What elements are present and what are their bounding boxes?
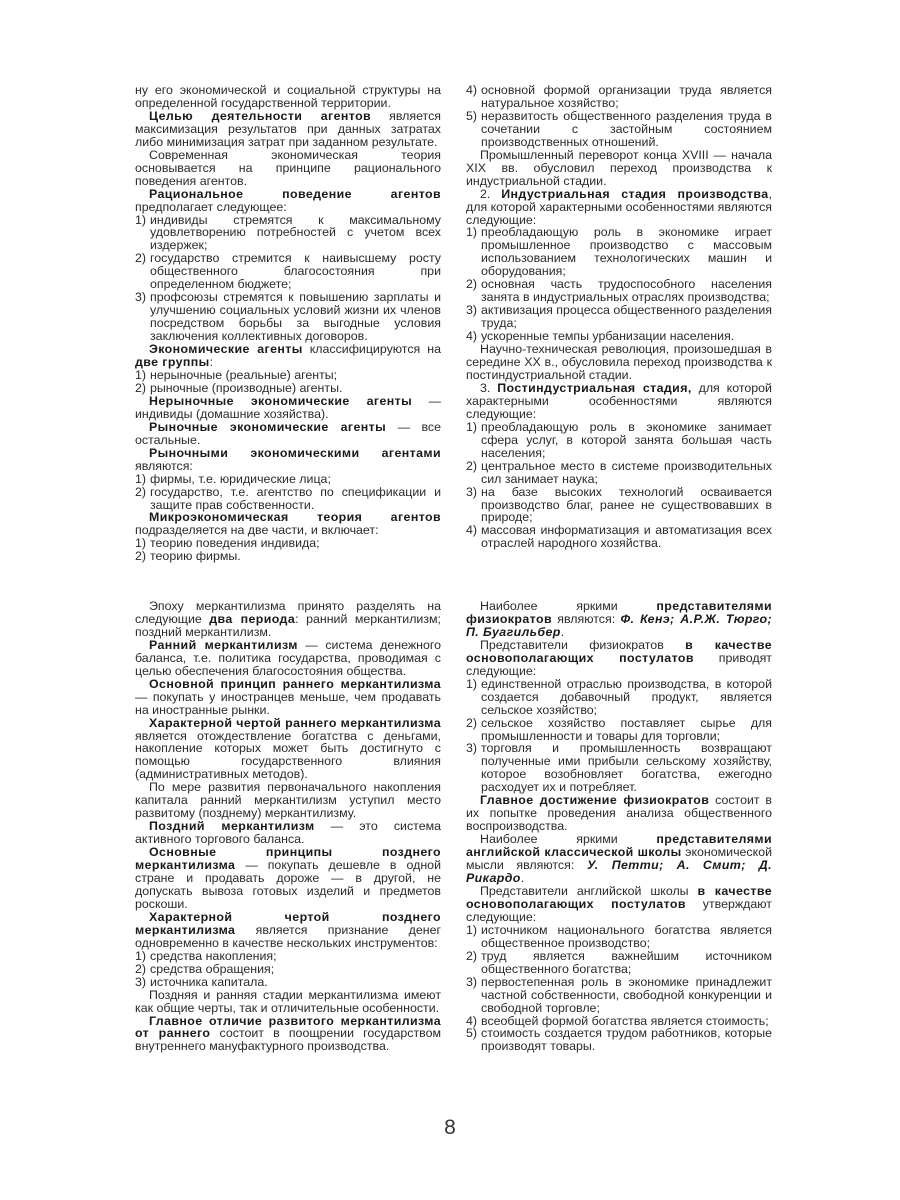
bold-term: Основной принцип раннего меркантилизма xyxy=(149,676,441,691)
bold-term: представителями физиократов xyxy=(466,599,772,626)
text-run: первостепенная роль в экономике принадлежит частной собственности, свободной конкуренции и свободной торговле; xyxy=(481,974,772,1015)
list-number: 2) xyxy=(135,549,147,564)
text-run: являются: xyxy=(551,611,621,626)
page-number: 8 xyxy=(444,1116,456,1139)
bold-term: Рыночными экономическими агентами xyxy=(149,445,441,460)
text-run: всеобщей формой богатства является стоимость; xyxy=(481,1013,769,1028)
text-run: основная часть трудоспособного населения занята в индустриальных отраслях производства; xyxy=(481,277,772,305)
text-run: неразвитость общественного разделения труда в сочетании с застойным состоянием производственных отношений. xyxy=(481,108,772,149)
text-run: индивиды стремятся к максимальному удовлетворению потребностей с учетом всех издержек; xyxy=(150,212,441,253)
list-number: 2) xyxy=(466,715,478,730)
text-run: — покупать у иностранцев меньше, чем продавать на иностранные рынки. xyxy=(135,689,441,717)
list-item xyxy=(466,304,772,330)
text-run: Представители английской школы xyxy=(480,883,698,898)
text-run: для которой характерными особенностями являются следующие: xyxy=(466,380,772,421)
paragraph xyxy=(135,110,441,149)
paragraph xyxy=(135,395,441,421)
paragraph xyxy=(135,343,441,369)
list-item xyxy=(466,278,772,304)
column-top-left xyxy=(135,84,441,563)
bold-term: две группы xyxy=(135,355,210,370)
text-run: сельское хозяйство поставляет сырье для промышленности и товары для торговли; xyxy=(481,715,772,743)
list-number: 2) xyxy=(135,484,147,499)
list-item xyxy=(466,460,772,486)
bold-term: Индустриальная стадия производства xyxy=(501,186,769,201)
paragraph xyxy=(135,188,441,214)
text-run: являются: xyxy=(135,458,193,473)
list-item xyxy=(466,976,772,1015)
text-run: фирмы, т.е. юридические лица; xyxy=(150,471,331,486)
text-run: ускоренные темпы урбанизации населения. xyxy=(481,329,735,344)
bold-term: Нерыночные экономические агенты xyxy=(149,393,413,408)
text-run: центральное место в системе производительных сил занимает наука; xyxy=(481,458,772,486)
paragraph xyxy=(135,846,441,911)
bold-term: Рыночные экономические агенты xyxy=(149,419,387,434)
list-item xyxy=(466,678,772,717)
bold-term: Постиндустриальная стадия, xyxy=(497,380,692,395)
text-run: . xyxy=(560,624,565,639)
list-number: 2) xyxy=(135,961,147,976)
list-item xyxy=(466,1027,772,1053)
paragraph xyxy=(466,833,772,885)
text-run: утверждают следующие: xyxy=(466,896,772,924)
list-number: 5) xyxy=(466,1026,478,1041)
bold-term: Характерной чертой раннего меркантилизма xyxy=(149,715,441,730)
text-run: источником национального богатства является общественное производство; xyxy=(481,922,772,950)
text-run: предполагает следующее: xyxy=(135,199,287,214)
text-run: : ранний меркантилизм; поздний меркантилизм. xyxy=(135,611,441,639)
column-top-right xyxy=(466,84,772,550)
text-run: подразделяется на две части, и включает: xyxy=(135,523,379,538)
list-number: 4) xyxy=(466,329,478,344)
text-run: средства обращения; xyxy=(150,961,275,976)
text-run: преобладающую роль в экономике играет промышленное производство с массовым использованием технологических машин и оборудования; xyxy=(481,225,772,279)
list-number: 5) xyxy=(466,108,478,123)
text-run: нерыночные (реальные) агенты; xyxy=(150,367,338,382)
bold-term: Главное отличие развитого меркантилизма от раннего xyxy=(135,1013,441,1041)
list-number: 3) xyxy=(466,741,478,756)
list-item xyxy=(466,924,772,950)
list-number: 1) xyxy=(466,922,478,937)
paragraph xyxy=(135,717,441,782)
list-number: 1) xyxy=(135,212,147,227)
text-run: активизация процесса общественного разделения труда; xyxy=(481,303,773,331)
list-item xyxy=(135,252,441,291)
paragraph xyxy=(466,600,772,639)
paragraph xyxy=(135,1015,441,1054)
list-number: 4) xyxy=(466,1013,478,1028)
list-number: 3) xyxy=(466,974,478,989)
paragraph xyxy=(135,84,441,110)
list-item xyxy=(135,550,441,563)
text-run: источника капитала. xyxy=(150,974,268,989)
text-run: массовая информатизация и автоматизация всех отраслей народного хозяйства. xyxy=(481,523,772,551)
list-item xyxy=(466,84,772,110)
paragraph xyxy=(466,794,772,833)
text-run: . xyxy=(520,871,525,886)
text-run: : xyxy=(209,355,214,370)
text-run: приводят следующие: xyxy=(466,650,772,678)
bold-term: Микроэкономическая теория агентов xyxy=(149,510,441,525)
text-run: является отождествление богатства с деньгами, накопление которых может быть достигнуто с помощью государственного влияния (административных методов). xyxy=(135,728,441,782)
list-number: 4) xyxy=(466,523,478,538)
text-run: 3. xyxy=(480,380,498,395)
text-run: — система денежного баланса, т.е. политика государства, проводимая с целью обеспечения благосостояния общества. xyxy=(135,637,441,678)
paragraph xyxy=(466,343,772,382)
paragraph xyxy=(135,989,441,1015)
text-run: на базе высоких технологий осваивается производство благ, ранее не существовавших в природе; xyxy=(481,484,772,525)
bold-term: Главное достижение физиократов xyxy=(480,793,710,808)
text-run: единственной отраслью производства, в которой создается добавочный продукт, является сельское хозяйство; xyxy=(481,676,772,717)
text-run: Наиболее яркими xyxy=(480,832,657,847)
paragraph xyxy=(135,678,441,717)
paragraph xyxy=(135,781,441,820)
list-item xyxy=(466,524,772,550)
bold-term: Экономические агенты xyxy=(149,342,303,357)
list-number: 1) xyxy=(466,419,478,434)
paragraph xyxy=(135,600,441,639)
list-number: 1) xyxy=(135,471,147,486)
bold-term: представителями английской классической школы xyxy=(466,832,772,860)
list-number: 3) xyxy=(135,974,147,989)
paragraph xyxy=(135,639,441,678)
author-names: У. Петти; А. Смит; Д. Рикардо xyxy=(466,858,772,886)
text-run: классифицируются на xyxy=(302,342,441,357)
text-run: состоит в поощрении государством внутреннего мануфактурного производства. xyxy=(135,1026,442,1054)
text-run: Современная экономическая теория основывается на принципе рационального поведения агентов. xyxy=(135,147,441,188)
text-run: — это система активного торгового баланса. xyxy=(135,819,442,847)
text-run: преобладающую роль в экономике занимает сфера услуг, в которой занята большая часть населения; xyxy=(481,419,772,460)
list-number: 1) xyxy=(135,536,147,551)
bold-term: в качестве основополагающих постулатов xyxy=(466,637,772,665)
list-item xyxy=(466,110,772,149)
paragraph xyxy=(135,820,441,846)
text-run: является максимизация результатов при данных затратах либо минимизация затрат при заданном результате. xyxy=(135,108,441,149)
text-run: теорию фирмы. xyxy=(150,549,241,564)
bold-term: два периода xyxy=(209,611,296,626)
text-run: — индивиды (домашние хозяйства). xyxy=(135,393,441,421)
bold-term: в качестве основополагающих постулатов xyxy=(466,883,772,911)
text-run: состоит в их попытке проведения анализа общественного воспроизводства. xyxy=(466,793,772,834)
text-run: государство стремится к наивысшему росту общественного благосостояния при определенном бюджете; xyxy=(150,251,441,292)
text-run: рыночные (производные) агенты. xyxy=(150,380,343,395)
list-item xyxy=(135,291,441,343)
list-number: 1) xyxy=(466,225,478,240)
list-number: 2) xyxy=(466,948,478,963)
list-number: 3) xyxy=(466,484,478,499)
text-run: государство, т.е. агентство по спецификации и защите прав собственности. xyxy=(150,484,441,512)
text-run: Научно-техническая революция, произошедшая в середине XX в., обусловила переход производства к постиндустриальной стадии. xyxy=(466,342,772,382)
paragraph xyxy=(466,149,772,188)
list-number: 2) xyxy=(135,251,147,266)
list-item xyxy=(466,742,772,794)
paragraph xyxy=(466,382,772,421)
list-number: 4) xyxy=(466,83,478,97)
list-item xyxy=(135,214,441,253)
text-run: , для которой характерными особенностями являются следующие: xyxy=(466,186,773,227)
text-run: Промышленный переворот конца XVIII — начала XIX вв. обусловил переход производства к индустриальной стадии. xyxy=(466,147,772,188)
author-names: Ф. Кенэ; А.Р.Ж. Тюрго; П. Буагильбер xyxy=(466,611,772,639)
bold-term: Целью деятельности агентов xyxy=(149,108,372,123)
text-run: ну его экономической и социальной структуры на определенной государственной территории. xyxy=(135,83,441,110)
bold-term: Рациональное поведение агентов xyxy=(149,186,441,201)
list-number: 1) xyxy=(466,676,478,691)
paragraph xyxy=(466,188,772,227)
paragraph xyxy=(135,511,441,537)
text-run: стоимость создается трудом работников, которые производят товары. xyxy=(481,1026,772,1054)
paragraph xyxy=(135,447,441,473)
text-run: теорию поведения индивида; xyxy=(150,536,320,551)
paragraph xyxy=(135,421,441,447)
list-item xyxy=(466,717,772,743)
paragraph xyxy=(135,149,441,188)
list-number: 1) xyxy=(135,948,147,963)
text-run: 2. xyxy=(480,186,502,201)
list-number: 2) xyxy=(466,458,478,473)
text-run: Поздняя и ранняя стадии меркантилизма имеют как общие черты, так и отличительные особенности. xyxy=(135,987,441,1015)
list-number: 1) xyxy=(135,367,147,382)
text-run: — все остальные. xyxy=(135,419,441,447)
paragraph xyxy=(466,885,772,924)
list-number: 2) xyxy=(135,380,147,395)
list-item xyxy=(466,950,772,976)
text-run: Наиболее яркими xyxy=(480,599,657,613)
text-run: Эпоху меркантилизма принято разделять на следующие xyxy=(135,599,441,626)
text-run: — покупать дешевле в одной стране и продавать дороже — в другой, не допускать вывоза готовых изделий и предметов роскоши. xyxy=(135,858,441,911)
paragraph xyxy=(466,639,772,678)
list-number: 3) xyxy=(135,290,147,305)
text-run: экономической мысли являются: xyxy=(466,845,773,873)
text-run: основной формой организации труда является натуральное хозяйство; xyxy=(481,83,772,110)
bold-term: Основные принципы позднего меркантилизма xyxy=(135,845,441,873)
text-run: Представители физиократов xyxy=(480,637,686,652)
list-item xyxy=(135,486,441,512)
list-item xyxy=(466,486,772,525)
text-run: профсоюзы стремятся к повышению зарплаты и улучшению социальных условий жизни их членов посредством борьбы за выгодные условия заключения коллективных договоров. xyxy=(150,290,441,344)
bold-term: Ранний меркантилизм xyxy=(149,637,298,652)
text-run: является признание денег одновременно в качестве нескольких инструментов: xyxy=(135,922,441,950)
column-bottom-right xyxy=(466,600,772,1053)
list-item xyxy=(466,226,772,278)
text-run: средства накопления; xyxy=(150,948,277,963)
text-run: По мере развития первоначального накопления капитала ранний меркантилизм уступил место развитому (позднему) меркантилизму. xyxy=(135,780,441,821)
column-bottom-left xyxy=(135,600,441,1053)
bold-term: Поздний меркантилизм xyxy=(149,819,315,834)
list-item xyxy=(466,421,772,460)
bold-term: Характерной чертой позднего меркантилизма xyxy=(135,909,441,937)
list-number: 3) xyxy=(466,303,478,318)
paragraph xyxy=(135,911,441,950)
list-number: 2) xyxy=(466,277,478,292)
text-run: труд является важнейшим источником общественного богатства; xyxy=(481,948,772,976)
text-run: торговля и промышленность возвращают полученные ими прибыли сельскому хозяйству, которое возобновляет богатства, ежегодно расходует их и потребляет. xyxy=(481,741,772,795)
